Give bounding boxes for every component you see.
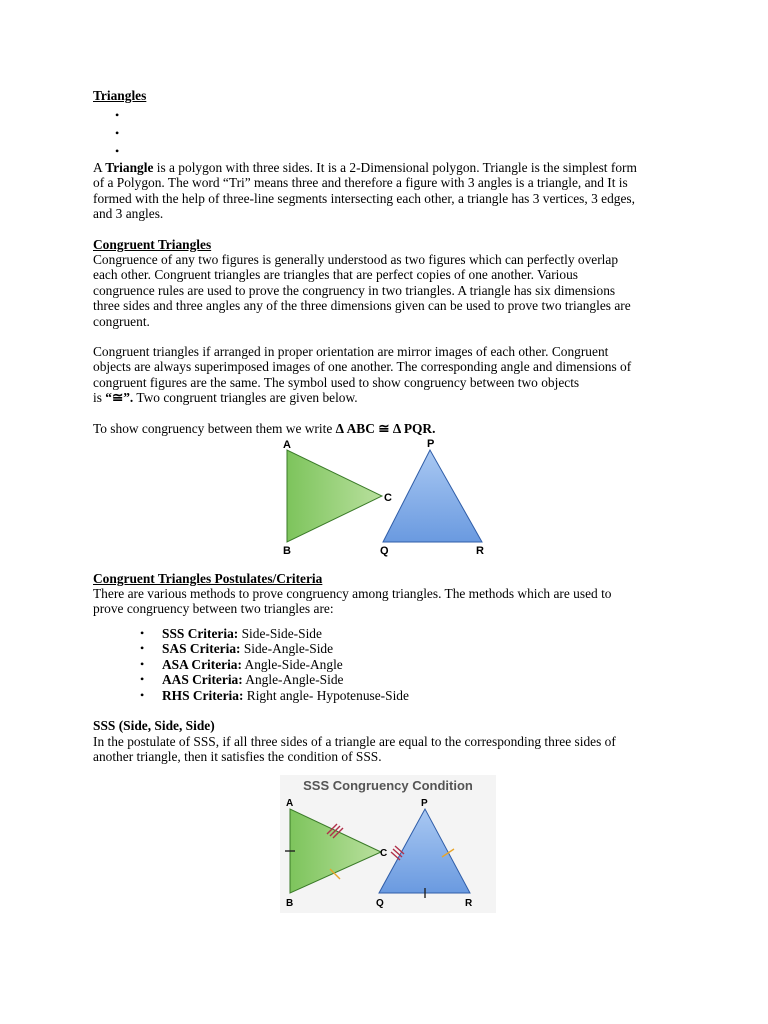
label-p: P [427,438,435,450]
sss-figure [280,775,496,916]
bullet: • [115,126,120,140]
congruent-symbol: “≅”. [105,390,134,406]
congruent-paragraph-2: Congruent triangles if arranged in proper orientation are mirror images of each other. Congruent objects are always superimposed images of one another. The corresponding angle and dimensions of congruent figures are the same. The symbol used to show congruency between two objects is “≅”. Two congruent triangles are given below. [93,344,632,406]
label-q: Q [380,545,389,557]
triangle-abc [287,450,382,542]
list-item: • SSS Criteria: Side-Side-Side [140,626,322,641]
sss-paragraph: In the postulate of SSS, if all three sides of a triangle are equal to the corresponding three sides of another triangle, then it satisfies the condition of SSS. [93,734,616,765]
intro-paragraph: A Triangle is a polygon with three sides. It is a 2-Dimensional polygon. Triangle is the simplest form of a Polygon. The word “Tri” means three and therefore a figure with 3 angles is a triangle, and It is formed with the help of three-line segments intersecting each other, a triangle has 3 vertices, 3 edges, and 3 angles. [93,160,637,222]
section-heading-postulates: Congruent Triangles Postulates/Criteria [93,571,323,586]
label-q: Q [376,898,384,909]
list-item: • ASA Criteria: Angle-Side-Angle [140,656,343,672]
section-heading-sss: SSS (Side, Side, Side) [93,718,215,733]
bullet: • [115,108,120,122]
list-item: • AAS Criteria: Angle-Angle-Side [140,672,344,688]
empty-bullet-list [115,108,119,162]
label-c: C [384,492,392,504]
bullet: • [115,144,120,158]
section-heading-congruent: Congruent Triangles [93,237,212,252]
congruent-triangles-figure [276,436,496,563]
congruency-expression: Δ ABC ≅ Δ PQR. [335,421,436,436]
page-title: Triangles [93,88,147,103]
figure-title: SSS Congruency Condition [303,778,473,793]
congruent-paragraph-1: Congruence of any two figures is generally understood as two figures which can perfectly overlap each other. Congruent triangles are triangles that are perfect copies of one another. Various congruence rules are used to prove the congruency in two triangles. A triangle has six dimensions three sides and three angles any of the three dimensions given can be used to prove two triangles are congruent. [93,252,631,329]
congruency-statement: To show congruency between them we write Δ ABC ≅ Δ PQR. [93,421,436,436]
postulates-paragraph: There are various methods to prove congruency among triangles. The methods which are used to prove congruency between two triangles are: [93,586,612,617]
label-c: C [380,848,388,859]
label-r: R [476,545,484,557]
label-a: A [286,798,294,809]
list-item: • SAS Criteria: Side-Angle-Side [140,641,334,657]
label-b: B [286,898,294,909]
criteria-list [93,626,683,703]
triangle-pqr [383,450,482,542]
label-b: B [283,545,291,557]
list-item: • RHS Criteria: Right angle- Hypotenuse-Side [140,687,409,703]
label-a: A [283,439,291,451]
term-triangle: Triangle [105,160,154,175]
label-r: R [465,898,473,909]
label-p: P [421,798,428,809]
